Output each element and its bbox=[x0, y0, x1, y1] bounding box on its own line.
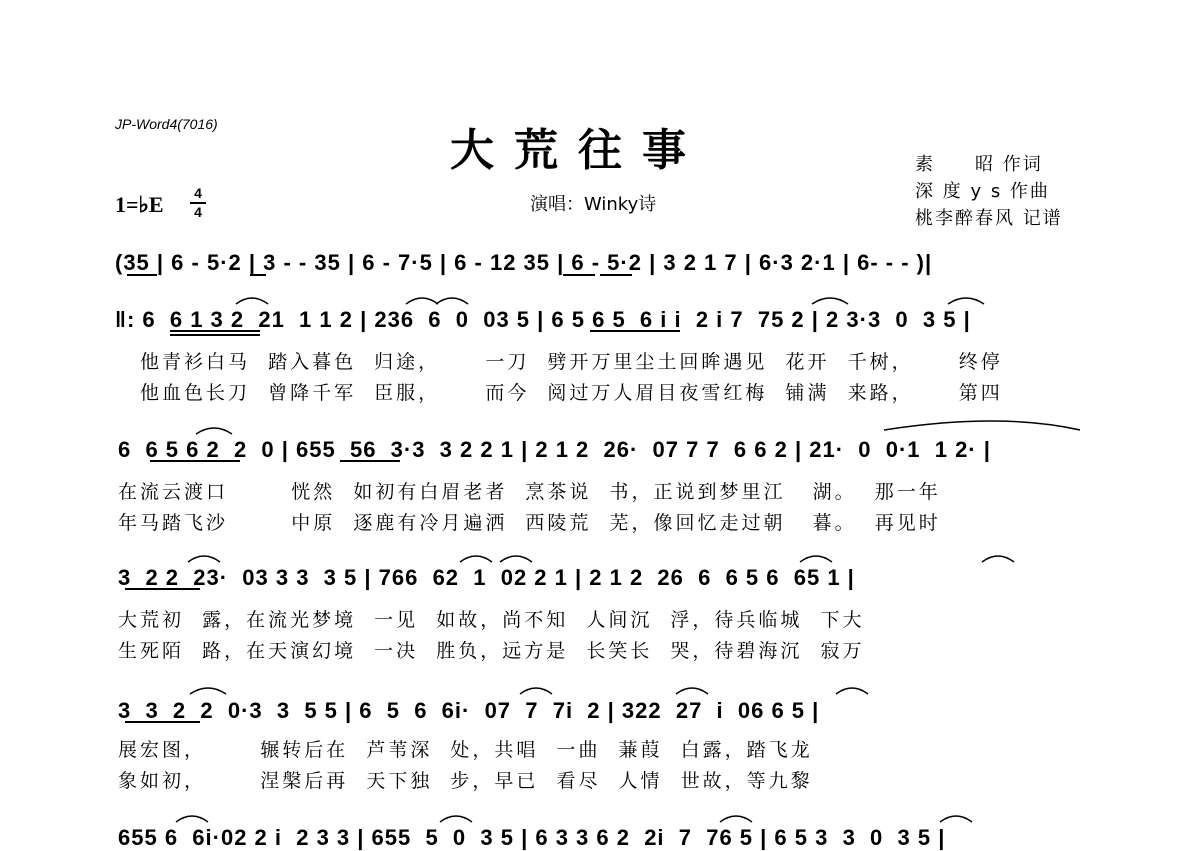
song-title: 大荒往事 bbox=[450, 125, 706, 176]
lyricist-credit: 素 昭 作词 bbox=[915, 154, 1043, 175]
time-signature-top: 4 bbox=[194, 185, 202, 201]
line1-notes: ‖: 6 6 1 3 2 21 1 1 2 | 236 6 0 03 5 | 6 5 6 5 6 i i 2 i 7 75 2 | 2 3·3 0 3 5 | bbox=[115, 307, 971, 332]
line4-lyric-verse1: 展宏图， 辗转后在 芦苇深 处，共唱 一曲 蒹葭 白露，踏飞龙 bbox=[118, 739, 813, 761]
time-signature bbox=[190, 186, 206, 220]
line2-notes: 6 6 5 6 2 2 0 | 655 56 3·3 3 2 2 1 | 2 1 2 26· 07 7 7 6 6 2 | 21· 0 0·1 1 2· | bbox=[118, 437, 991, 462]
line1-lyric-verse2: 他血色长刀 曾降千军 臣服， 而今 阅过万人眉目夜雪红梅 铺满 来路， 第四 bbox=[140, 382, 1003, 404]
composer-credit: 深 度 y s 作曲 bbox=[915, 181, 1050, 202]
line2-lyric-verse2: 年马踏飞沙 中原 逐鹿有冷月遍洒 西陵荒 芜，像回忆走过朝 暮。 再见时 bbox=[118, 512, 941, 534]
transcriber-credit: 桃李醉春风 记谱 bbox=[915, 208, 1063, 229]
line4-notes: 3 3 2 2 0·3 3 5 5 | 6 5 6 6i· 07 7 7i 2 | 322 27 i 06 6 5 | bbox=[118, 698, 820, 723]
line5-notes: 655 6 6i·02 2 i 2 3 3 | 655 5 0 3 5 | 6 3 3 6 2 2i 7 76 5 | 6 5 3 3 0 3 5 | bbox=[118, 825, 946, 850]
line3-lyric-verse1: 大荒初 露，在流光梦境 一见 如故，尚不知 人间沉 浮，待兵临城 下大 bbox=[118, 609, 865, 631]
line2-lyric-verse1: 在流云渡口 恍然 如初有白眉老者 烹茶说 书，正说到梦里江 湖。 那一年 bbox=[118, 481, 941, 503]
singer-credit: 演唱：Winky诗 bbox=[530, 194, 657, 215]
line3-notes: 3 2 2 23· 03 3 3 3 5 | 766 62 1 02 2 1 | 2 1 2 26 6 6 5 6 65 1 | bbox=[118, 565, 855, 590]
line4-lyric-verse2: 象如初， 涅槃后再 天下独 步，早已 看尽 人情 世故，等九黎 bbox=[118, 770, 813, 792]
line3-lyric-verse2: 生死陌 路，在天演幻境 一决 胜负，远方是 长笑长 哭，待碧海沉 寂万 bbox=[118, 640, 865, 662]
software-label: JP-Word4(7016) bbox=[115, 116, 218, 132]
intro-notes: (35 | 6 - 5·2 | 3 - - 35 | 6 - 7·5 | 6 - 12 35 | 6 - 5·2 | 3 2 1 7 | 6·3 2·1 | 6- - - )| bbox=[115, 250, 933, 275]
key-signature: 1=♭E bbox=[115, 192, 164, 217]
time-signature-bottom: 4 bbox=[194, 204, 202, 220]
line1-lyric-verse1: 他青衫白马 踏入暮色 归途， 一刀 劈开万里尘土回眸遇见 花开 千树， 终停 bbox=[140, 351, 1003, 373]
